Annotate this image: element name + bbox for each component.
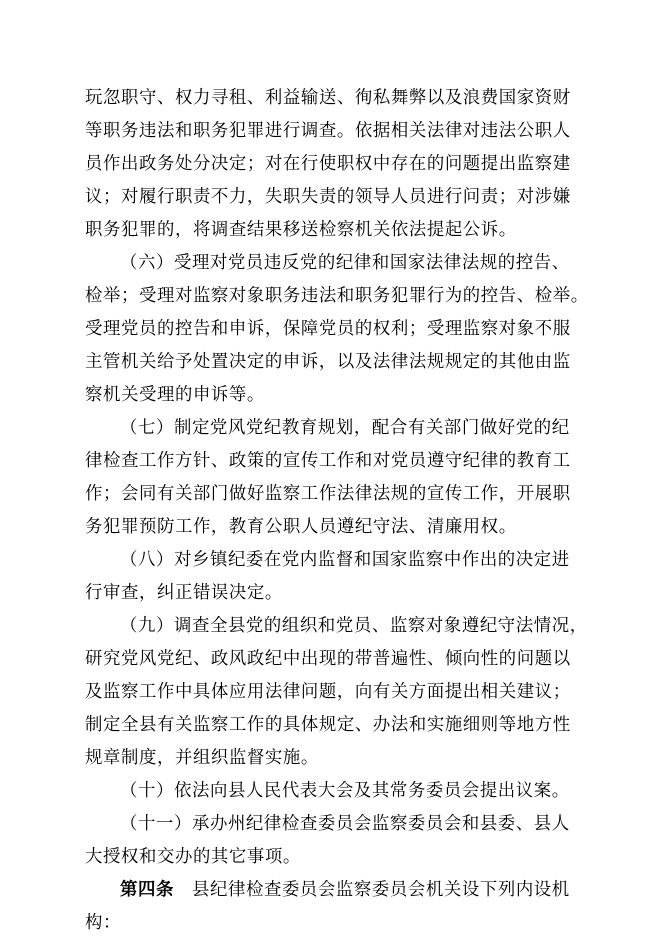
- text-line: 玩忽职守、权力寻租、利益输送、徇私舞弊以及浪费国家资财: [85, 88, 571, 108]
- article-4: [120, 874, 577, 906]
- article-text: 县纪律检查委员会监察委员会机关设下列内设机: [191, 880, 570, 900]
- paragraph-8-start: （八）对乡镇纪委在党内监督和国家监察中作出的决定进: [120, 550, 570, 570]
- text-line: 议；对履行职责不力，失职失责的领导人员进行问责；对涉嫌: [85, 187, 571, 207]
- text-line: 及监察工作中具体应用法律问题，向有关方面提出相关建议；: [85, 682, 571, 702]
- text-line: 察机关受理的申诉等。: [85, 385, 265, 405]
- text-line: 员作出政务处分决定；对在行使职权中存在的问题提出监察建: [85, 154, 571, 174]
- text-line: 大授权和交办的其它事项。: [85, 847, 301, 867]
- paragraph-7-start: （七）制定党风党纪教育规划，配合有关部门做好党的纪: [120, 418, 570, 438]
- text-line: 行审查，纠正错误决定。: [85, 583, 283, 603]
- text-line: 规章制度，并组织监督实施。: [85, 748, 319, 768]
- text-line: 制定全县有关监察工作的具体规定、办法和实施细则等地方性: [85, 715, 571, 735]
- paragraph-11-start: （十一）承办州纪律检查委员会监察委员会和县委、县人: [120, 814, 570, 834]
- article-heading: 第四条: [120, 880, 174, 900]
- text-line: 主管机关给予处置决定的申诉，以及法律法规规定的其他由监: [85, 352, 571, 372]
- text-line: 作；会同有关部门做好监察工作法律法规的宣传工作，开展职: [85, 484, 571, 504]
- paragraph-6-start: （六）受理对党员违反党的纪律和国家法律法规的控告、: [120, 253, 570, 273]
- text-line: 职务犯罪的，将调查结果移送检察机关依法提起公诉。: [85, 220, 517, 240]
- paragraph-9-start: （九）调查全县党的组织和党员、监察对象遵纪守法情况，: [120, 616, 588, 636]
- text-line: 受理党员的控告和申诉，保障党员的权利；受理监察对象不服: [85, 319, 571, 339]
- text-line: 务犯罪预防工作，教育公职人员遵纪守法、清廉用权。: [85, 517, 517, 537]
- text-line: 构：: [85, 913, 121, 933]
- text-line: 研究党风党纪、政风政纪中出现的带普遍性、倾向性的问题以: [85, 649, 571, 669]
- paragraph-10: （十）依法向县人民代表大会及其常务委员会提出议案。: [120, 781, 570, 801]
- text-line: 律检查工作方针、政策的宣传工作和对党员遵守纪律的教育工: [85, 451, 571, 471]
- text-line: 等职务违法和职务犯罪进行调查。依据相关法律对违法公职人: [85, 121, 571, 141]
- text-line: 检举；受理对监察对象职务违法和职务犯罪行为的控告、检举。: [85, 286, 589, 306]
